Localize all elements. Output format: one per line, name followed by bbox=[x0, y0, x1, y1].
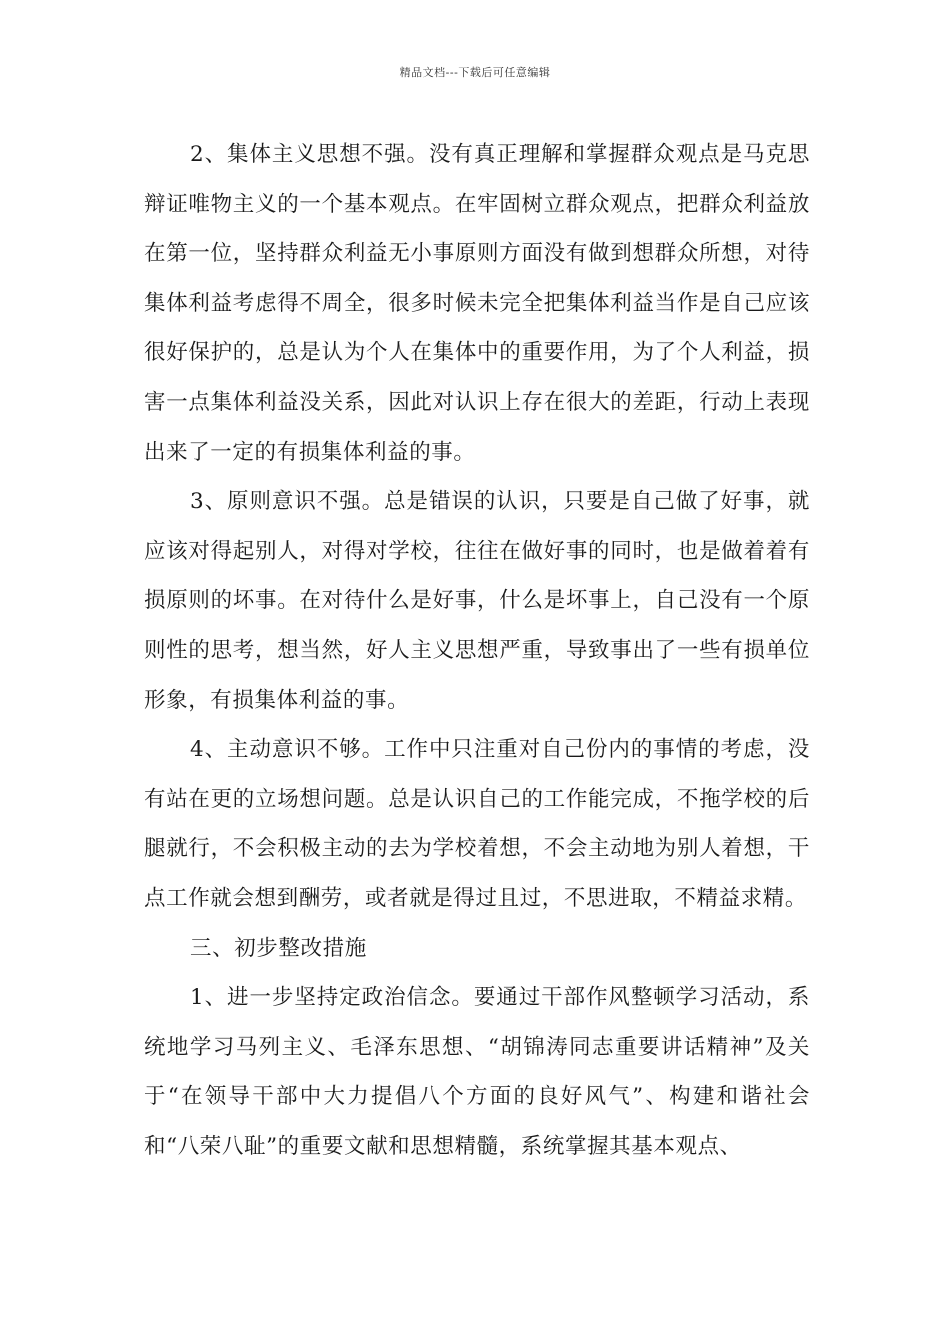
page-header: 精品文档---下载后可任意编辑 bbox=[399, 66, 551, 79]
document-body bbox=[144, 130, 810, 1171]
paragraph-political-belief: 1、进一步坚持定政治信念。要通过干部作风整顿学习活动，系统地学习马列主义、毛泽东思想、“胡锦涛同志重要讲话精神”及关于“在领导干部中大力提倡八个方面的良好风气”、构建和谐社会和“八荣八耻”的重要文献和思想精髓，系统掌握其基本观点、 bbox=[144, 985, 810, 1159]
section-heading-rectification: 三、初步整改措施 bbox=[190, 935, 367, 961]
paragraph-principle-awareness: 3、原则意识不强。总是错误的认识，只要是自己做了好事，就应该对得起别人，对得对学校，往往在做好事的同时，也是做着着有损原则的坏事。在对待什么是好事，什么是坏事上，自己没有一个原则性的思考，想当然，好人主义思想严重，导致事出了一些有损单位形象，有损集体利益的事。 bbox=[144, 489, 810, 713]
paragraph-collectivism: 2、集体主义思想不强。没有真正理解和掌握群众观点是马克思辩证唯物主义的一个基本观点。在牢固树立群众观点，把群众利益放在第一位，坚持群众利益无小事原则方面没有做到想群众所想，对待集体利益考虑得不周全，很多时候未完全把集体利益当作是自己应该很好保护的，总是认为个人在集体中的重要作用，为了个人利益，损害一点集体利益没关系，因此对认识上存在很大的差距，行动上表现出来了一定的有损集体利益的事。 bbox=[144, 142, 810, 465]
paragraph-initiative-awareness: 4、主动意识不够。工作中只注重对自己份内的事情的考虑，没有站在更的立场想问题。总是认识自己的工作能完成，不拖学校的后腿就行，不会积极主动的去为学校着想，不会主动地为别人着想，干点工作就会想到酬劳，或者就是得过且过，不思进取，不精益求精。 bbox=[144, 737, 810, 911]
